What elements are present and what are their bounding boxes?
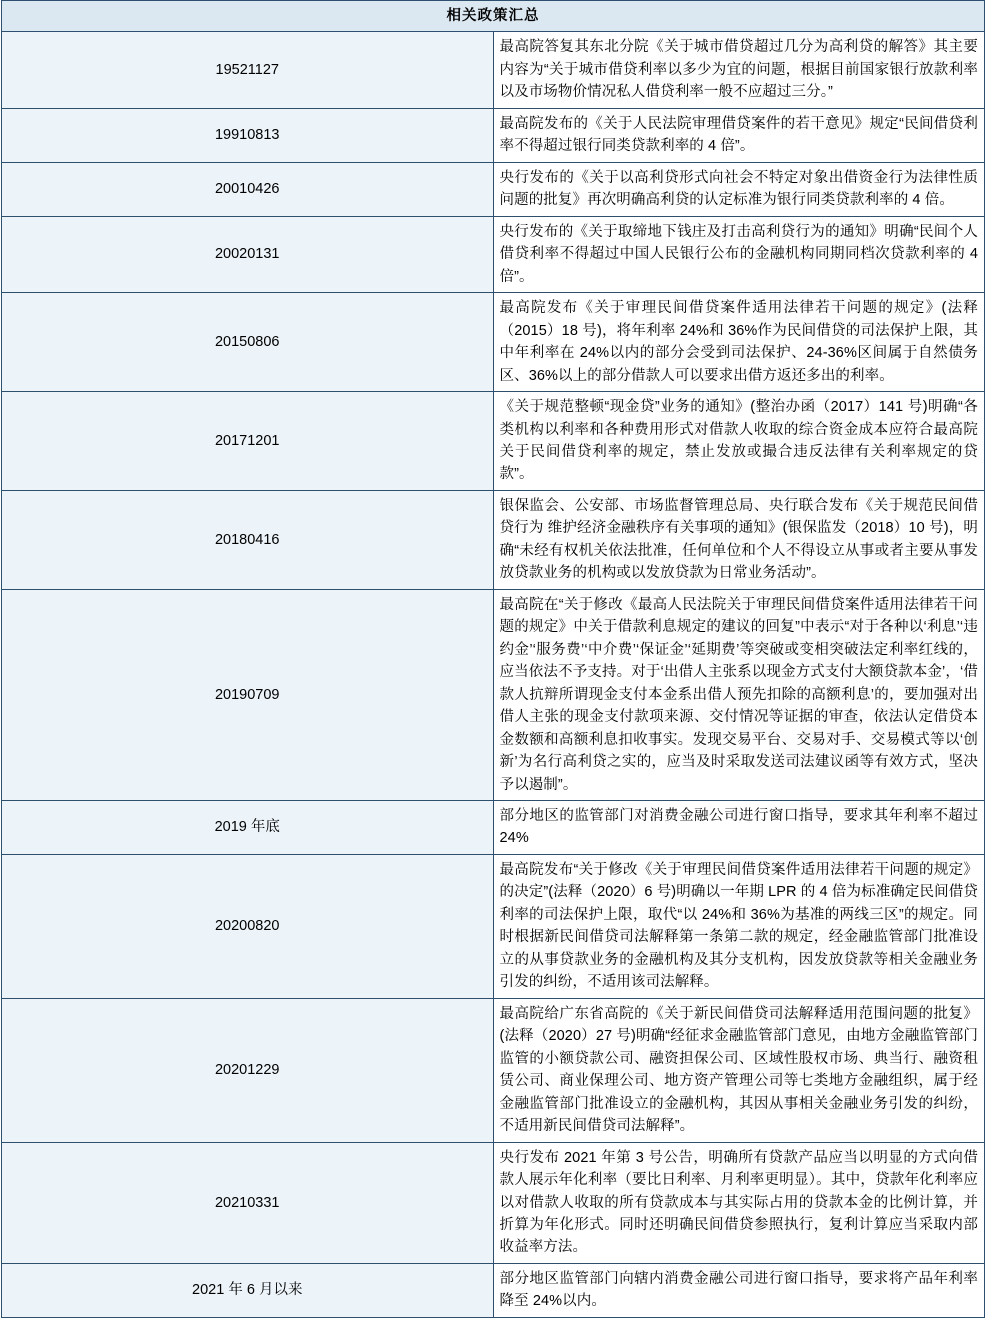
table-row xyxy=(2,801,985,855)
table-title-row xyxy=(2,1,985,32)
table-row xyxy=(2,293,985,392)
policy-content-cell: 最高院发布“关于修改《关于审理民间借贷案件适用法律若干问题的规定》的决定”(法释（2020）6 号)明确以一年期 LPR 的 4 倍为标准确定民间借贷利率的司法保护上限，取代“以 24%和 36%为基准的两线三区”的规定。同时根据新民间借贷司法解释第一条第二款的规定，经金融监管部门批准设立的从事贷款业务的金融机构及其分支机构，因发放贷款等相关金融业务引发的纠纷，不适用该司法解释。 xyxy=(493,854,985,998)
policy-summary-table xyxy=(1,0,985,1318)
policy-content-cell: 最高院发布的《关于人民法院审理借贷案件的若干意见》规定“民间借贷利率不得超过银行同类贷款利率的 4 倍”。 xyxy=(493,108,985,162)
policy-content-cell: 央行发布 2021 年第 3 号公告，明确所有贷款产品应当以明显的方式向借款人展示年化利率（要比日利率、月利率更明显）。其中，贷款年化利率应以对借款人收取的所有贷款成本与其实际占用的贷款本金的比例计算，并折算为年化形式。同时还明确民间借贷参照执行，复利计算应当采取内部收益率方法。 xyxy=(493,1142,985,1263)
table-row xyxy=(2,998,985,1142)
policy-date-cell: 19910813 xyxy=(2,108,494,162)
policy-date-cell: 20180416 xyxy=(2,490,494,589)
policy-date-cell: 19521127 xyxy=(2,32,494,108)
table-title: 相关政策汇总 xyxy=(2,1,985,32)
policy-date-cell: 20010426 xyxy=(2,162,494,216)
policy-content-cell: 银保监会、公安部、市场监督管理总局、央行联合发布《关于规范民间借贷行为 维护经济金融秩序有关事项的通知》(银保监发（2018）10 号)，明确“未经有权机关依法批准，任何单位和个人不得设立从事或者主要从事发放贷款业务的机构或以发放贷款为日常业务活动”。 xyxy=(493,490,985,589)
policy-date-cell: 20200820 xyxy=(2,854,494,998)
policy-content-cell: 央行发布的《关于以高利贷形式向社会不特定对象出借资金行为法律性质问题的批复》再次明确高利贷的认定标准为银行同类贷款利率的 4 倍。 xyxy=(493,162,985,216)
policy-date-cell: 20171201 xyxy=(2,392,494,491)
table-row xyxy=(2,490,985,589)
policy-content-cell: 最高院给广东省高院的《关于新民间借贷司法解释适用范围问题的批复》(法释（2020）27 号)明确“经征求金融监管部门意见，由地方金融监管部门监管的小额贷款公司、融资担保公司、区域性股权市场、典当行、融资租赁公司、商业保理公司、地方资产管理公司等七类地方金融组织，属于经金融监管部门批准设立的金融机构，其因从事相关金融业务引发的纠纷，不适用新民间借贷司法解释”。 xyxy=(493,998,985,1142)
policy-date-cell: 2021 年 6 月以来 xyxy=(2,1263,494,1317)
policy-date-cell: 20020131 xyxy=(2,216,494,292)
table-row xyxy=(2,108,985,162)
policy-content-cell: 《关于规范整顿“现金贷”业务的通知》(整治办函（2017）141 号)明确“各类机构以利率和各种费用形式对借款人收取的综合资金成本应符合最高院关于民间借贷利率的规定，禁止发放或撮合违反法律有关利率规定的贷款”。 xyxy=(493,392,985,491)
table-row xyxy=(2,216,985,292)
table-row xyxy=(2,854,985,998)
table-row xyxy=(2,589,985,800)
policy-content-cell: 最高院在“关于修改《最高人民法院关于审理民间借贷案件适用法律若干问题的规定》中关于借款利息规定的建议的回复”中表示“对于各种以‘利息’‘违约金’‘服务费’‘中介费’‘保证金’‘延期费’等突破或变相突破法定利率红线的，应当依法不予支持。对于‘出借人主张系以现金方式支付大额贷款本金’，‘借款人抗辩所谓现金支付本金系出借人预先扣除的高额利息’的，要加强对出借人主张的现金支付款项来源、交付情况等证据的审查，依法认定借贷本金数额和高额利息扣收事实。发现交易平台、交易对手、交易模式等以‘创新’为名行高利贷之实的，应当及时采取发送司法建议函等有效方式，坚决予以遏制”。 xyxy=(493,589,985,800)
table-row xyxy=(2,392,985,491)
policy-date-cell: 20210331 xyxy=(2,1142,494,1263)
policy-content-cell: 最高院答复其东北分院《关于城市借贷超过几分为高利贷的解答》其主要内容为“关于城市借贷利率以多少为宜的问题，根据目前国家银行放款利率以及市场物价情况私人借贷利率一般不应超过三分。” xyxy=(493,32,985,108)
policy-date-cell: 20190709 xyxy=(2,589,494,800)
policy-date-cell: 20150806 xyxy=(2,293,494,392)
policy-content-cell: 最高院发布《关于审理民间借贷案件适用法律若干问题的规定》(法释（2015）18 号)，将年利率 24%和 36%作为民间借贷的司法保护上限，其中年利率在 24%以内的部分会受到司法保护、24-36%区间属于自然债务区、36%以上的部分借款人可以要求出借方返还多出的利率。 xyxy=(493,293,985,392)
policy-content-cell: 央行发布的《关于取缔地下钱庄及打击高利贷行为的通知》明确“民间个人借贷利率不得超过中国人民银行公布的金融机构同期同档次贷款利率的 4 倍”。 xyxy=(493,216,985,292)
table-body xyxy=(2,1,985,1318)
policy-date-cell: 20201229 xyxy=(2,998,494,1142)
policy-date-cell: 2019 年底 xyxy=(2,801,494,855)
table-row xyxy=(2,162,985,216)
table-row xyxy=(2,1142,985,1263)
table-row xyxy=(2,1263,985,1317)
policy-content-cell: 部分地区的监管部门对消费金融公司进行窗口指导，要求其年利率不超过 24% xyxy=(493,801,985,855)
policy-content-cell: 部分地区监管部门向辖内消费金融公司进行窗口指导，要求将产品年利率降至 24%以内。 xyxy=(493,1263,985,1317)
table-row xyxy=(2,32,985,108)
